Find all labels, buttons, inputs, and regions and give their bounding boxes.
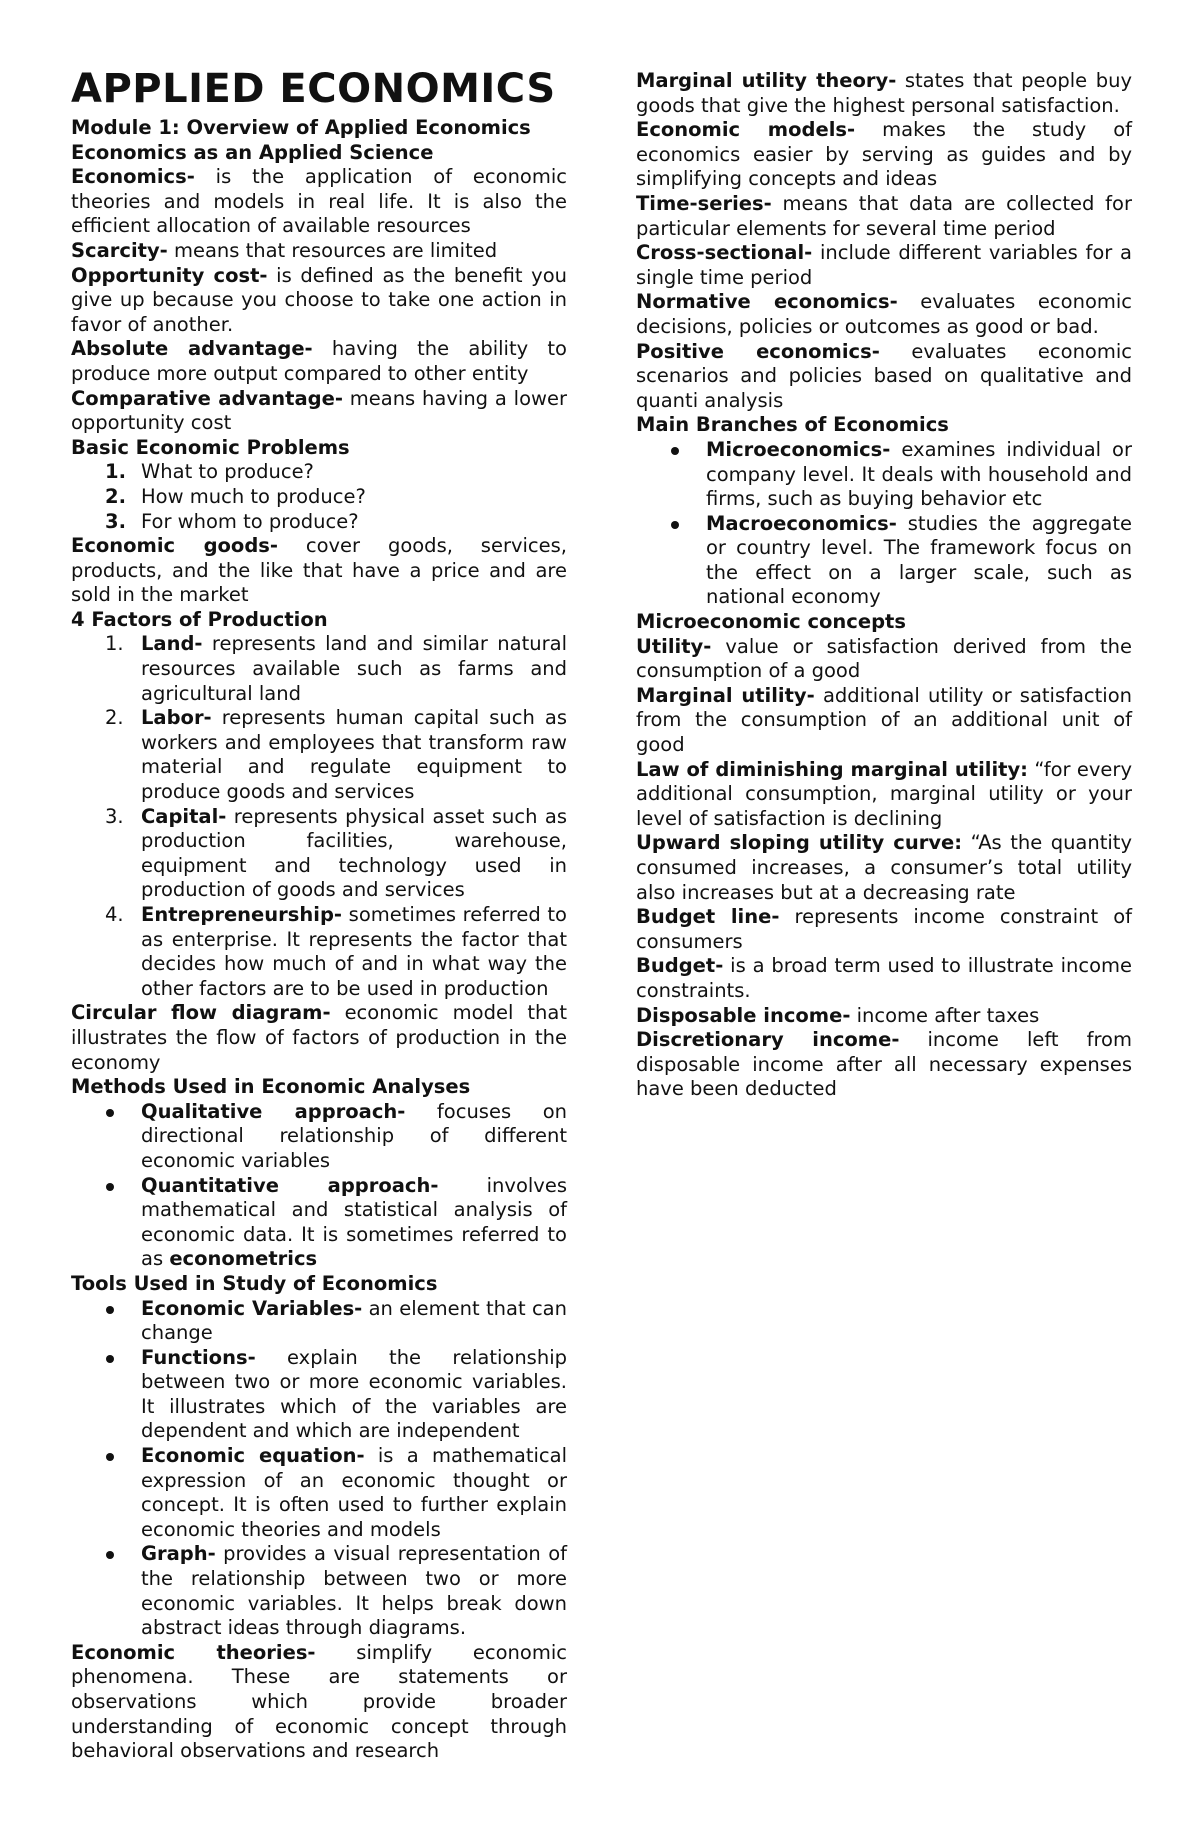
tools-list: [71, 1297, 567, 1641]
document-title: APPLIED ECONOMICS: [71, 66, 556, 112]
section-heading: Methods Used in Economic Analyses: [71, 1075, 471, 1099]
definition: Economic theories- simplify economic phenomena. These are statements or observations which provide broader understanding of economic concept through behavioral observations and research: [71, 1640, 567, 1763]
right-column: [636, 69, 1132, 1102]
definition: Law of diminishing marginal utility: “for every additional consumption, marginal utility or your level of satisfaction is declining: [636, 757, 1132, 830]
section-heading: Main Branches of Economics: [636, 413, 949, 437]
definition: Normative economics- evaluates economic decisions, policies or outcomes as good or bad.: [636, 290, 1133, 338]
list-item: Functions- explain the relationship between two or more economic variables. It illustrates which of the variables are dependent and which are independent: [71, 1346, 567, 1444]
branches-list: [636, 438, 1132, 610]
list-item: Economic Variables- an element that can change: [71, 1297, 567, 1346]
list-item: 1. Land- represents land and similar natural resources available such as farms and agricultural land: [105, 632, 567, 705]
definition: Disposable income- income after taxes: [636, 1003, 1040, 1027]
bullet-icon: [106, 1306, 114, 1314]
definition: Marginal utility theory- states that people buy goods that give the highest personal satisfaction.: [636, 69, 1132, 117]
section-heading: Economics as an Applied Science: [71, 140, 434, 164]
definition: Utility- value or satisfaction derived from the consumption of a good: [636, 634, 1132, 683]
definition: Cross-sectional- include different variables for a single time period: [636, 241, 1132, 289]
definition: Budget line- represents income constraint of consumers: [636, 905, 1132, 953]
section-heading: 4 Factors of Production: [71, 607, 328, 631]
bullet-icon: [671, 447, 679, 455]
list-item: Quantitative approach- involves mathematical and statistical analysis of economic data. It is sometimes referred to as econometrics: [71, 1174, 567, 1272]
section-heading: Microeconomic concepts: [636, 610, 906, 634]
definition: Economics- is the application of economic theories and models in real life. It is also the efficient allocation of available resources: [71, 165, 567, 238]
factors-list: [71, 632, 567, 1001]
list-item: 2. Labor- represents human capital such as workers and employees that transform raw material and regulate equipment to produce goods and services: [105, 706, 567, 804]
list-item: Qualitative approach- focuses on directional relationship of different economic variables: [71, 1100, 567, 1174]
section-heading: Basic Economic Problems: [71, 435, 350, 459]
list-item: Microeconomics- examines individual or company level. It deals with household and firms, such as buying behavior etc: [636, 438, 1132, 512]
list-item: Graph- provides a visual representation of the relationship between two or more economic variables. It helps break down abstract ideas through diagrams.: [71, 1542, 567, 1640]
definition: Comparative advantage- means having a lower opportunity cost: [71, 386, 567, 435]
bullet-icon: [671, 521, 679, 529]
definition: Positive economics- evaluates economic scenarios and policies based on qualitative and quanti analysis: [636, 339, 1132, 412]
bullet-icon: [106, 1453, 114, 1461]
definition: Scarcity- means that resources are limited: [71, 238, 498, 262]
definition: Marginal utility- additional utility or satisfaction from the consumption of an additional unit of good: [636, 683, 1133, 757]
list-item: 4. Entrepreneurship- sometimes referred to as enterprise. It represents the factor that decides how much of and in what way the other factors are to be used in production: [105, 903, 567, 1000]
left-column: [71, 66, 567, 1764]
module-heading: Module 1: Overview of Applied Economics: [71, 116, 531, 139]
definition: Circular flow diagram- economic model that illustrates the flow of factors of production in the economy: [71, 1001, 567, 1074]
bullet-icon: [106, 1109, 114, 1117]
list-item: Macroeconomics- studies the aggregate or country level. The framework focus on the effect on a larger scale, such as national economy: [636, 512, 1132, 610]
section-heading: Tools Used in Study of Economics: [71, 1271, 438, 1295]
definition: Absolute advantage- having the ability to produce more output compared to other entity: [71, 337, 567, 385]
definition: Upward sloping utility curve: “As the quantity consumed increases, a consumer’s total utility also increases but at a decreasing rate: [636, 831, 1132, 904]
list-item: 3. Capital- represents physical asset such as production facilities, warehouse, equipment and technology used in production of goods and services: [105, 804, 567, 902]
list-item: 3. For whom to produce?: [105, 509, 359, 533]
methods-list: [71, 1100, 567, 1272]
list-item: 1. What to produce?: [105, 460, 314, 484]
bullet-icon: [106, 1355, 114, 1363]
list-item: Economic equation- is a mathematical expression of an economic thought or concept. It is often used to further explain economic theories and models: [71, 1444, 567, 1542]
basic-problems-list: [71, 460, 567, 534]
definition: Budget- is a broad term used to illustrate income constraints.: [636, 954, 1132, 1002]
bullet-icon: [106, 1183, 114, 1191]
list-item: 2. How much to produce?: [105, 484, 366, 508]
definition: Economic models- makes the study of economics easier by serving as guides and by simplifying concepts and ideas: [636, 118, 1132, 191]
definition: Time-series- means that data are collected for particular elements for several time period: [636, 191, 1132, 240]
definition: Economic goods- cover goods, services, products, and the like that have a price and are sold in the market: [71, 534, 567, 607]
definition: Opportunity cost- is defined as the benefit you give up because you choose to take one action in favor of another.: [71, 263, 567, 336]
definition: Discretionary income- income left from disposable income after all necessary expenses have been deducted: [636, 1028, 1132, 1101]
bullet-icon: [106, 1551, 114, 1559]
